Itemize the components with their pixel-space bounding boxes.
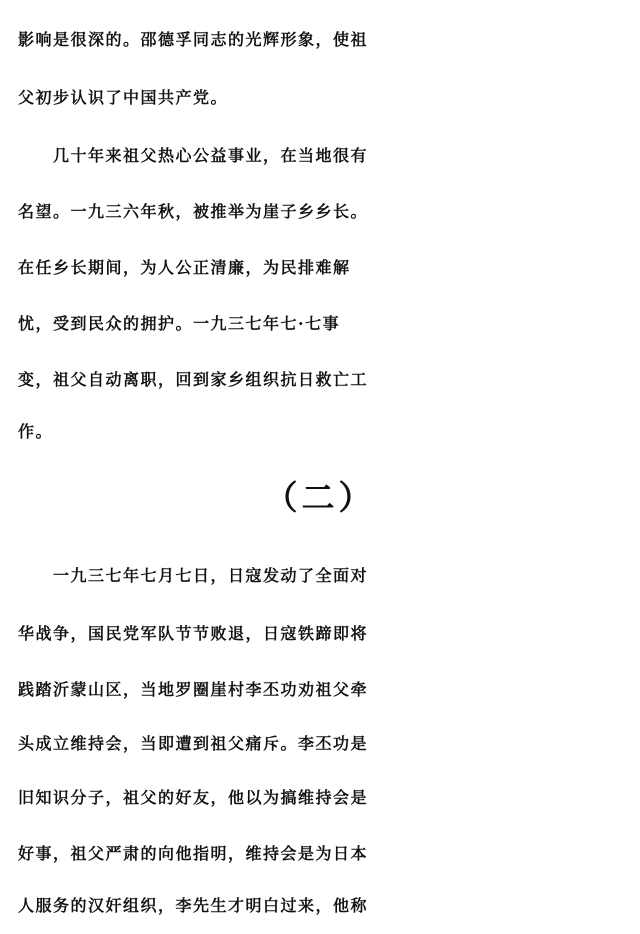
paragraph-3-line-5: 旧知识分子，祖父的好友，他以为搞维持会是 xyxy=(18,788,369,807)
paragraph-2-line-4: 忧，受到民众的拥护。一九三七年七·七事 xyxy=(18,314,341,333)
paragraph-3-line-2: 华战争，国民党军队节节败退，日寇铁蹄即将 xyxy=(18,624,369,643)
paragraph-1-line-2: 父初步认识了中国共产党。 xyxy=(18,88,229,107)
paragraph-3-line-3: 践踏沂蒙山区，当地罗圈崖村李丕功劝祖父牵 xyxy=(18,680,369,699)
paragraph-2-line-6: 作。 xyxy=(18,422,54,441)
paragraph-2-line-2: 名望。一九三六年秋，被推举为崖子乡乡长。 xyxy=(18,202,369,221)
paragraph-3-line-6: 好事，祖父严肃的向他指明，维持会是为日本 xyxy=(18,844,369,863)
paragraph-3-line-7: 人服务的汉奸组织，李先生才明白过来，他称 xyxy=(18,896,369,915)
paragraph-3-line-4: 头成立维持会，当即遭到祖父痛斥。李丕功是 xyxy=(18,734,369,753)
section-heading: （二） xyxy=(264,478,376,517)
paragraph-2-line-3: 在任乡长期间，为人公正清廉，为民排难解 xyxy=(18,258,351,277)
paragraph-2-line-1: 几十年来祖父热心公益事业，在当地很有 xyxy=(18,146,369,165)
paragraph-3-line-1: 一九三七年七月七日，日寇发动了全面对 xyxy=(18,566,369,585)
paragraph-1-line-1: 影响是很深的。邵德孚同志的光辉形象，使祖 xyxy=(18,30,369,49)
paragraph-2-line-5: 变，祖父自动离职，回到家乡组织抗日救亡工 xyxy=(18,370,369,389)
